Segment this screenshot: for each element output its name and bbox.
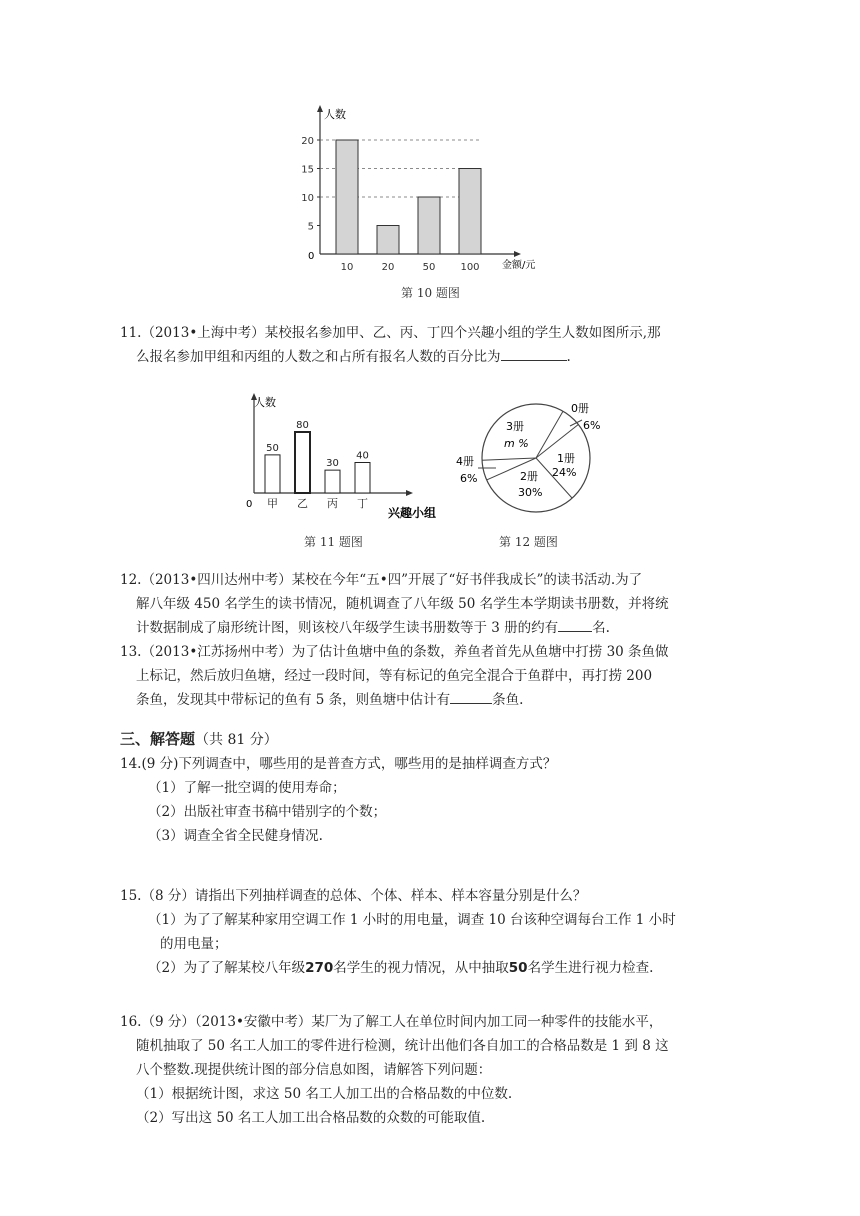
- q14-item-1: （1）了解一批空调的使用寿命；: [148, 780, 346, 796]
- q16-line2: 随机抽取了 50 名工人加工的零件进行检测，统计出他们各自加工的合格品数是 1 到 8 这: [136, 1038, 669, 1054]
- q11-ylabel: 人数: [254, 396, 276, 409]
- q15-item2: （2）为了了解某校八年级270名学生的视力情况，从中抽取50名学生进行视力检查.: [148, 960, 654, 976]
- q10-x-tick-label: 20: [381, 262, 395, 273]
- q11-value-label: 40: [356, 450, 369, 462]
- q13-blank: [450, 689, 492, 704]
- q11-category-label: 丙: [327, 497, 338, 510]
- pie-pct-0-books: 6%: [583, 419, 601, 432]
- q11-category-label: 丁: [357, 497, 368, 510]
- q11-value-label: 50: [266, 442, 279, 454]
- q10-x-arrow: [514, 251, 521, 257]
- q11-bar: [265, 455, 280, 493]
- section-heading: 三、解答题（共 81 分）: [120, 730, 278, 748]
- q10-bar: [418, 197, 440, 254]
- q16-line1: 16.（9 分）（2013•安徽中考）某厂为了解工人在单位时间内加工同一种零件的技能水平，: [120, 1014, 663, 1030]
- q15-item1-a: （1）为了了解某种家用空调工作 1 小时的用电量，调查 10 台该种空调每台工作 1 小时: [148, 912, 676, 928]
- q14-item-3: （3）调查全省全民健身情况.: [148, 828, 323, 844]
- q11-bar-chart: [238, 390, 453, 525]
- pie-label-4-books: 4册: [456, 455, 474, 468]
- pie-pct-4-books: 6%: [460, 472, 478, 485]
- q11-bar: [325, 470, 340, 493]
- q11-category-label: 甲: [267, 497, 278, 510]
- pie-pct-2-books: 30%: [518, 486, 543, 499]
- question-16: [120, 1010, 760, 1130]
- q10-bar: [377, 226, 399, 255]
- q11-value-label: 30: [326, 458, 339, 470]
- q11-xlabel: 兴趣小组: [388, 506, 437, 520]
- q10-x-tick-label: 10: [340, 262, 354, 273]
- q11-category-label: 乙: [297, 497, 308, 510]
- q11-value-label: 80: [296, 420, 309, 431]
- pie-label-1-books: 1册: [557, 452, 575, 465]
- q12-line3: 计数据制成了扇形统计图，则该校八年级学生读书册数等于 3 册的约有 名.: [120, 616, 760, 640]
- pie-label-0-books: 0册: [571, 402, 589, 415]
- q16-item-2: （2）写出这 50 名工人加工出合格品数的众数的可能取值.: [136, 1110, 486, 1126]
- q11-bar: [355, 463, 370, 494]
- q12-caption: 第 12 题图: [499, 535, 558, 549]
- q12-pie-chart: [452, 396, 612, 522]
- question-15: [120, 884, 760, 980]
- q15-head: 15.（8 分）请指出下列抽样调查的总体、个体、样本、样本容量分别是什么？: [120, 888, 587, 904]
- question-12: [120, 568, 760, 640]
- q12-line2: 解八年级 450 名学生的读书情况，随机调查了八年级 50 名学生本学期读书册数，并将统: [136, 596, 669, 612]
- q11-bar: [295, 432, 310, 493]
- pie-label-3-books: 3册: [506, 420, 524, 433]
- q16-line3: 八个整数.现提供统计图的部分信息如图，请解答下列问题：: [136, 1062, 492, 1078]
- question-13: [120, 640, 760, 712]
- q10-y-tick-label: 15: [301, 164, 314, 176]
- q10-y-tick-label: 5: [307, 221, 314, 233]
- q12-blank: [558, 617, 592, 632]
- q11-line1: 11.（2013•上海中考）某校报名参加甲、乙、丙、丁四个兴趣小组的学生人数如图所示,那: [120, 325, 661, 341]
- q16-item-1: （1）根据统计图，求这 50 名工人加工出的合格品数的中位数.: [136, 1086, 513, 1102]
- q10-y-arrow: [317, 105, 323, 112]
- q13-line3: 条鱼，发现其中带标记的鱼有 5 条，则鱼塘中估计有 条鱼.: [120, 688, 760, 712]
- q10-x-tick-label: 100: [460, 262, 480, 273]
- q10-ylabel: 人数: [324, 108, 346, 121]
- pie-pct-3-books: m %: [504, 437, 529, 450]
- q10-xlabel: 金额/元: [502, 260, 536, 271]
- q12-line1: 12.（2013•四川达州中考）某校在今年“五•四”开展了“好书伴我成长”的读书活动.为了: [120, 572, 643, 588]
- pie-pct-1-books: 24%: [552, 466, 577, 479]
- q11-origin: 0: [246, 499, 253, 510]
- q10-bar-chart: [290, 100, 550, 275]
- q15-item1-b: 的用电量；: [160, 936, 228, 952]
- q11-x-arrow: [406, 490, 413, 496]
- q11-line2: 么报名参加甲组和丙组的人数之和占所有报名人数的百分比为 .: [120, 345, 760, 369]
- q14-item-2: （2）出版社审查书稿中错别字的个数；: [148, 804, 387, 820]
- q10-y-tick-label: 20: [301, 136, 314, 147]
- question-14: [120, 752, 760, 848]
- q13-line1: 13.（2013•江苏扬州中考）为了估计鱼塘中鱼的条数，养鱼者首先从鱼塘中打捞 30 条鱼做: [120, 644, 669, 660]
- pie-label-2-books: 2册: [520, 470, 538, 483]
- q11-blank: [501, 346, 567, 361]
- q10-bar: [459, 169, 481, 255]
- q10-bar: [336, 140, 358, 254]
- question-11: [120, 321, 760, 369]
- q10-caption: 第 10 题图: [401, 286, 460, 300]
- q11-caption: 第 11 题图: [304, 535, 363, 549]
- q10-y-tick-label: 10: [301, 193, 314, 204]
- q10-x-tick-label: 50: [422, 262, 436, 273]
- q14-head: 14.(9 分)下列调查中，哪些用的是普查方式，哪些用的是抽样调查方式？: [120, 756, 557, 772]
- q13-line2: 上标记，然后放归鱼塘，经过一段时间，等有标记的鱼完全混合于鱼群中，再打捞 200: [136, 668, 653, 684]
- q10-origin: 0: [308, 251, 315, 262]
